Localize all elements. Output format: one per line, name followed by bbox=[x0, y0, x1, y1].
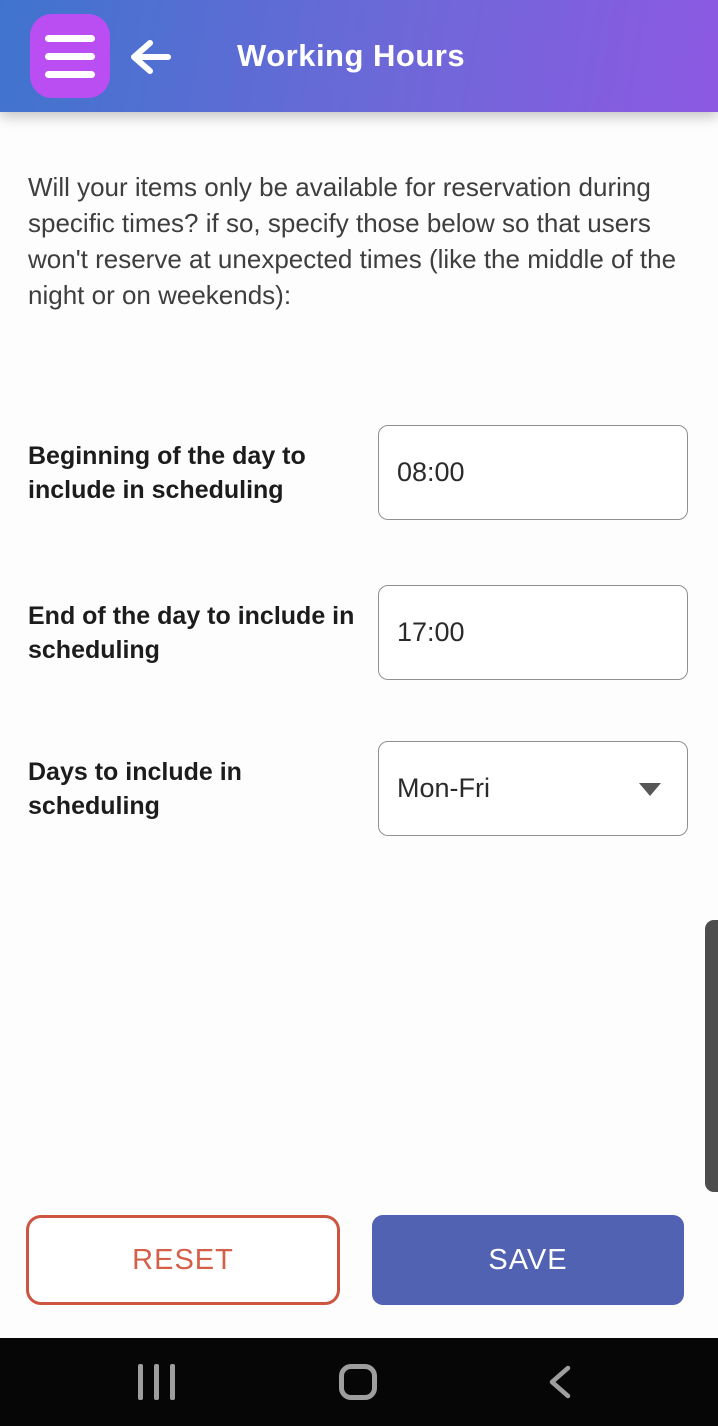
menu-button[interactable] bbox=[30, 14, 110, 98]
system-nav-bar bbox=[0, 1338, 718, 1426]
app-bar bbox=[0, 0, 718, 112]
back-button[interactable] bbox=[124, 34, 176, 80]
days-dropdown[interactable] bbox=[378, 741, 688, 836]
system-back-button[interactable] bbox=[529, 1338, 589, 1426]
reset-button[interactable]: RESET bbox=[26, 1215, 340, 1305]
save-button[interactable]: SAVE bbox=[372, 1215, 684, 1305]
form-row-end-of-day bbox=[0, 585, 718, 681]
end-of-day-input[interactable] bbox=[378, 585, 688, 680]
arrow-left-icon bbox=[126, 37, 174, 77]
field-label: Days to include in scheduling bbox=[28, 758, 242, 820]
home-button[interactable] bbox=[328, 1338, 388, 1426]
days-dropdown-value: Mon-Fri bbox=[397, 773, 490, 803]
page-title: Working Hours bbox=[237, 38, 466, 73]
recent-apps-button[interactable] bbox=[126, 1338, 186, 1426]
hamburger-icon bbox=[45, 35, 95, 42]
beginning-of-day-input[interactable] bbox=[378, 425, 688, 520]
intro-text: Will your items only be available for reservation during specific times? if so, specify those below so that users won't reserve at unexpected times (like the middle of the night or on weekends): bbox=[28, 172, 677, 310]
field-label: Beginning of the day to include in scheduling bbox=[28, 442, 306, 504]
home-icon bbox=[339, 1364, 377, 1400]
field-label: End of the day to include in scheduling bbox=[28, 602, 355, 664]
action-buttons bbox=[0, 1215, 718, 1305]
recent-apps-icon bbox=[138, 1364, 143, 1400]
form-row-beginning-of-day bbox=[0, 425, 718, 521]
caret-down-icon bbox=[639, 783, 661, 796]
scrollbar-thumb[interactable] bbox=[705, 920, 718, 1192]
chevron-back-icon bbox=[546, 1364, 572, 1400]
form-row-days bbox=[0, 741, 718, 837]
